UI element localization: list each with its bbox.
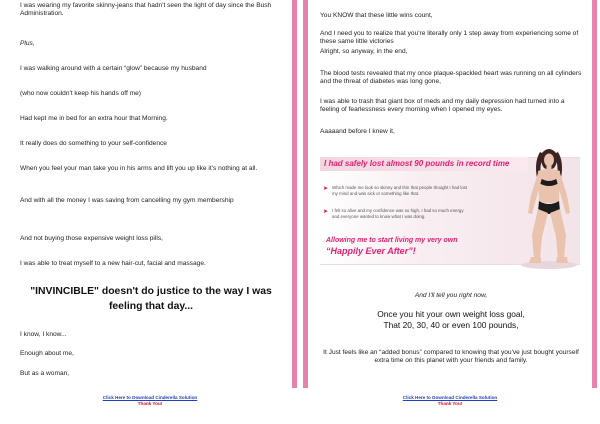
right-paragraph-5: I was able to trash that giant box of meds and my daily depression had turned into a feeling of fearlessness every morning when I opened my eyes.: [320, 98, 565, 114]
right-paragraph-3: Alright, so anyway, in the end,: [320, 48, 408, 55]
right-paragraph-6: Aaaaand before I knew it,: [320, 128, 395, 135]
arrow-right-icon: ➤: [323, 209, 329, 215]
right-big-line-2: That 20, 30, 40 or even 100 pounds,: [383, 320, 519, 330]
banner-cta-line-1: Allowing me to start living my very own: [326, 237, 458, 244]
left-paragraph-3: I was walking around with a certain “glow” because my husband: [20, 65, 207, 72]
left-after-3: But as a woman,: [20, 370, 70, 377]
arrow-right-icon: ➤: [323, 186, 329, 192]
left-paragraph-9: And not buying those expensive weight loss pills,: [20, 235, 163, 242]
right-paragraph-2: And I need you to realize that you're literally only 1 step away from experiencing some of these same little victories: [320, 30, 579, 46]
right-page-accent-bar-right: [592, 0, 597, 388]
left-paragraph-1: I was wearing my favorite skinny-jeans that hadn't seen the light of day since the Bush Administration.: [20, 2, 272, 18]
thank-you-text: Thank You!: [437, 401, 463, 406]
right-closing-paragraph: It Just feels like an “added bonus” compared to knowing that you've just bought yourself extra time on this planet with your friends and family.: [323, 349, 579, 365]
left-page: [8, 0, 292, 388]
left-headline: "INVINCIBLE" doesn't do justice to the way I was feeling that day...: [30, 286, 272, 312]
right-tell-line: And I'll tell you right now,: [414, 292, 488, 299]
left-paragraph-5: Had kept me in bed for an extra hour that Morning.: [20, 115, 168, 122]
left-after-2: Enough about me,: [20, 350, 74, 357]
download-link[interactable]: Click Here to Download Cinderella Solution: [102, 395, 198, 400]
left-paragraph-8: And with all the money I was saving from cancelling my gym membership: [20, 197, 234, 204]
right-footer: [308, 395, 592, 407]
weight-loss-banner: [320, 143, 580, 270]
right-page: [308, 0, 592, 388]
left-paragraph-4: (who now couldn't keep his hands off me): [20, 90, 141, 97]
woman-figure-image: [518, 143, 580, 270]
left-paragraph-7: When you feel your man take you in his arms and lift you up like it's nothing at all.: [20, 165, 258, 172]
thank-you-text: Thank You!: [137, 401, 163, 406]
left-after-1: I know, I know...: [20, 331, 67, 338]
banner-bullet-2: I felt so alive and my confidence was so high, I had so much energy and everyone wanted to know what I was doing.: [332, 208, 464, 219]
left-paragraph-6: It really does do something to your self-confidence: [20, 140, 167, 147]
banner-bullet-1: Which made me look so skinny and thin that people thought I had lost my mind and was sick or something like that.: [332, 185, 468, 196]
banner-title: I had safely lost almost 90 pounds in record time: [324, 159, 510, 168]
download-link[interactable]: Click Here to Download Cinderella Solution: [402, 395, 498, 400]
right-paragraph-4: The blood tests revealed that my once plaque-spackled heart was running on all cylinders and the threat of diabetes was long gone,: [320, 70, 582, 86]
left-page-accent-bar: [292, 0, 297, 388]
left-paragraph-10: I was able to treat myself to a new hair-cut, facial and massage.: [20, 260, 206, 267]
banner-cta-line-2: “Happily Ever After”!: [326, 246, 416, 256]
right-paragraph-1: You KNOW that these little wins count,: [320, 12, 433, 19]
left-paragraph-2: Plus,: [20, 40, 35, 47]
left-footer: [8, 395, 292, 407]
right-big-line-1: Once you hit your own weight loss goal,: [377, 309, 525, 319]
